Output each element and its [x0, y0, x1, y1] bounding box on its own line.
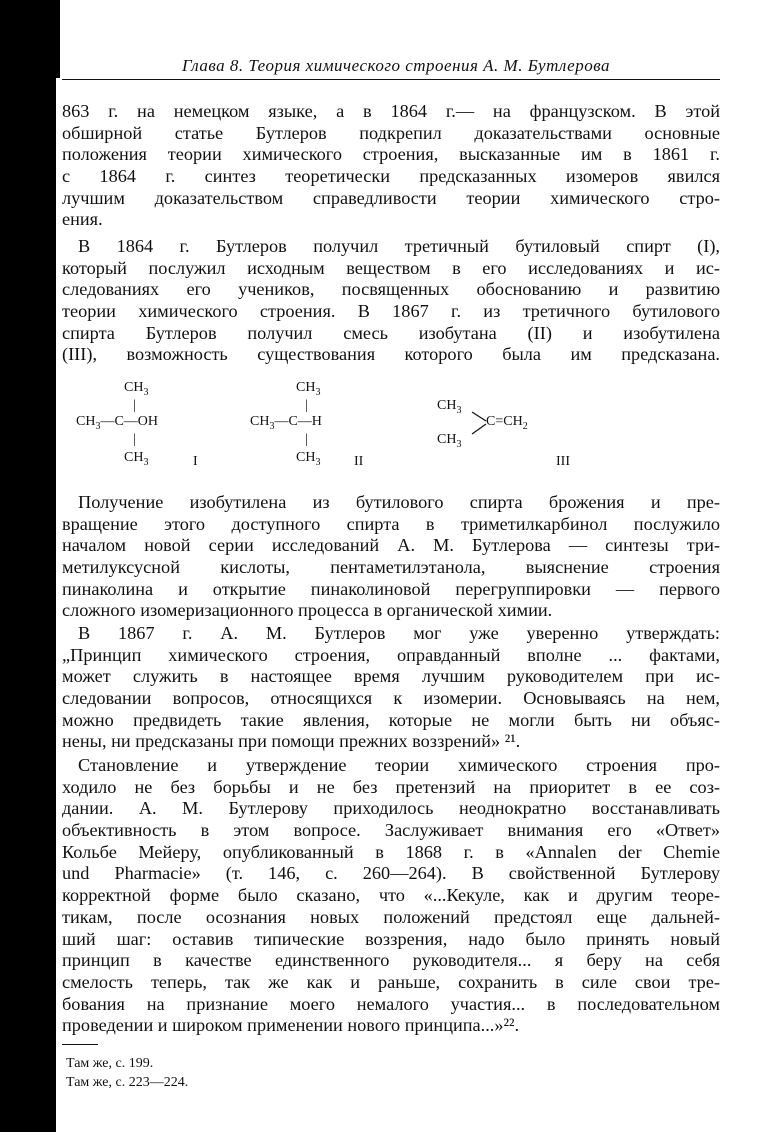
text-line: можно предвидеть такие явления, которые не могли быть ни объяс-	[62, 709, 720, 730]
paragraph-5	[62, 755, 720, 1037]
text-line: дании. А. М. Бутлерову приходилось неоднократно восстанавливать	[62, 798, 720, 819]
text-line: метилуксусной кислоты, пентаметилэтанола, выяснение строения	[62, 557, 720, 578]
text-line: началом новой серии исследований А. М. Бутлерова — синтезы три-	[62, 535, 720, 556]
formula-3-right: $C=CH_2$	[486, 414, 528, 432]
formula-1-numeral: I	[193, 454, 198, 469]
text-line: нены, ни предсказаны при помощи прежних воззрений» ²¹.	[62, 731, 521, 752]
text-line: проведении и широком применении нового принципа...»²².	[62, 1015, 520, 1036]
text-line: В 1867 г. А. М. Бутлеров мог уже уверенно утверждать:	[78, 623, 720, 643]
text-line: 863 г. на немецком языке, а в 1864 г.— на французском. В этой	[62, 101, 720, 121]
text-line: Кольбе Мейеру, опубликованный в 1868 г. в «Annalen der Chemie	[62, 841, 720, 862]
footnote-rule	[62, 1044, 98, 1045]
text-line: лучшим доказательством справедливости теории химического стро-	[62, 187, 720, 208]
text-line: бования на признание моего немалого участия... в последовательном	[62, 993, 720, 1014]
paragraph-1	[62, 101, 720, 231]
text-line: корректной форме было сказано, что «...Кекуле, как и другим теоре-	[62, 885, 720, 906]
paragraph-4	[62, 623, 720, 753]
text-line: теории химического строения. В 1867 г. из третичного бутилового	[62, 301, 720, 322]
formula-2-numeral: II	[354, 454, 364, 469]
running-head: Глава 8. Теория химического строения А. М. Бутлерова	[181, 56, 610, 75]
text-line: ший шаг: оставив типические воззрения, надо было принять новый	[62, 928, 720, 949]
text-line: смелость теперь, так же как и раньше, сохранить в силе свои тре-	[62, 971, 720, 992]
text-line: сложного изомеризационного процесса в органической химии.	[62, 600, 553, 621]
text-line: следовании вопросов, относящихся к изомерии. Основываясь на нем,	[62, 688, 720, 709]
formula-3-numeral: III	[556, 454, 570, 469]
text-line: положения теории химического строения, высказанные им в 1861 г.	[62, 144, 720, 165]
formula-3-lower: $CH_3$	[437, 432, 462, 450]
formula-1-chain: $CH_3—C—OH$	[76, 414, 159, 432]
text-line: принцип в качестве единственного руководителя... я беру на себя	[62, 950, 720, 971]
formula-2-bond-up: |	[305, 398, 308, 413]
text-line: Становление и утверждение теории химического строения про-	[78, 755, 720, 775]
text-line: пинаколина и открытие пинаколиновой перегруппировки — первого	[62, 578, 720, 599]
text-line: спирта Бутлеров получил смесь изобутана (II) и изобутилена	[62, 322, 720, 343]
text-line: В 1864 г. Бутлеров получил третичный бутиловый спирт (I),	[78, 236, 720, 256]
text-line: следованиях его учеников, посвященных обоснованию и развитию	[62, 279, 720, 300]
text-line: который послужил исходным веществом в его исследованиях и ис-	[62, 257, 720, 278]
paragraph-2	[62, 236, 720, 366]
text-line: вращение этого доступного спирта в триметилкарбинол послужило	[62, 513, 720, 534]
formula-1-bottom: $CH_3$	[124, 450, 149, 468]
formula-2-top: $CH_3$	[296, 380, 321, 398]
header-rule	[62, 79, 720, 80]
text-line: с 1864 г. синтез теоретически предсказанных изомеров явился	[62, 166, 720, 187]
formula-3-upper: $CH_3$	[437, 398, 462, 416]
text-line: может служить в настоящее время лучшим руководителем при ис-	[62, 666, 720, 687]
paragraph-3	[62, 492, 720, 622]
text-line: обширной статье Бутлеров подкрепил доказательствами основные	[62, 122, 720, 143]
formula-2-bottom: $CH_3$	[296, 450, 321, 468]
text-line: тикам, после осознания новых положений предстоял еще дальней-	[62, 906, 720, 927]
text-line: (III), возможность существования которого была им предсказана.	[62, 344, 720, 365]
text-line: ходило не без борьбы и не без претензий на приоритет в ее соз-	[62, 776, 720, 797]
formula-2-bond-down: |	[305, 432, 308, 447]
text-line: „Принцип химического строения, оправданный вполне ... фактами,	[62, 644, 720, 665]
text-line: Получение изобутилена из бутилового спирта брожения и пре-	[78, 492, 720, 512]
formula-1-bond-down: |	[133, 432, 136, 447]
text-line: und Pharmacie» (т. 146, с. 260—264). В свойственной Бутлерову	[62, 863, 720, 884]
formula-2-chain: $CH_3—C—H$	[250, 414, 322, 432]
formula-1-top: $CH_3$	[124, 380, 149, 398]
text-line: ения.	[62, 209, 103, 230]
formula-1-bond-up: |	[133, 398, 136, 413]
footnote-21: Там же, с. 199.	[66, 1056, 154, 1071]
footnote-22: Там же, с. 223—224.	[66, 1075, 189, 1090]
text-line: объективность в этом вопросе. Заслуживает внимания его «Ответ»	[62, 820, 720, 841]
